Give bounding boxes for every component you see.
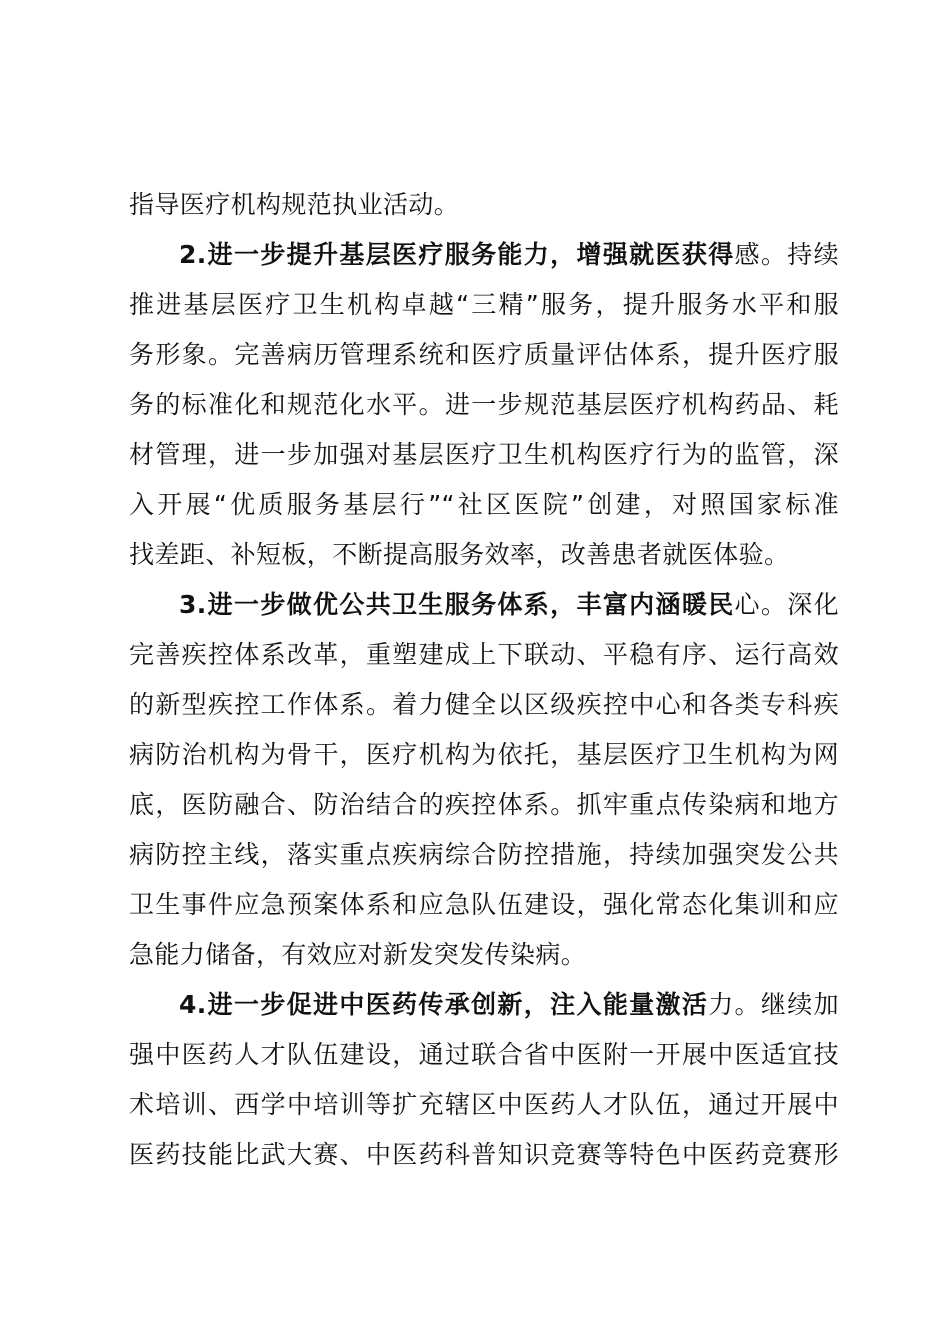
text-line: 强中医药人才队伍建设，通过联合省中医附一开展中医适宜技: [129, 1040, 839, 1069]
item-heading: 2.进一步提升基层医疗服务能力，增强就医获得: [179, 240, 735, 269]
item-heading-rest: 感。持续: [734, 240, 839, 269]
text-line: 卫生事件应急预案体系和应急队伍建设，强化常态化集训和应: [129, 890, 839, 919]
text-line: 病防治机构为骨干，医疗机构为依托，基层医疗卫生机构为网: [129, 740, 839, 769]
item-heading-rest: 心。深化: [734, 590, 839, 619]
heading-line-item-3: [179, 580, 839, 630]
text-line: 医药技能比武大赛、中医药科普知识竞赛等特色中医药竞赛形: [129, 1140, 839, 1169]
text-line: 推进基层医疗卫生机构卓越“三精”服务，提升服务水平和服: [129, 290, 839, 319]
text-line: 的新型疾控工作体系。着力健全以区级疾控中心和各类专科疾: [129, 690, 839, 719]
text-line: 底，医防融合、防治结合的疾控体系。抓牢重点传染病和地方: [129, 790, 839, 819]
text-line: 材管理，进一步加强对基层医疗卫生机构医疗行为的监管，深: [129, 440, 839, 469]
item-heading: 4.进一步促进中医药传承创新，注入能量激活: [179, 990, 709, 1019]
text-line: 病防控主线，落实重点疾病综合防控措施，持续加强突发公共: [129, 840, 839, 869]
text-line: 务的标准化和规范化水平。进一步规范基层医疗机构药品、耗: [129, 390, 839, 419]
text-line: 术培训、西学中培训等扩充辖区中医药人才队伍，通过开展中: [129, 1090, 839, 1119]
item-heading: 3.进一步做优公共卫生服务体系，丰富内涵暖民: [179, 590, 735, 619]
item-heading-rest: 力。继续加: [708, 990, 839, 1019]
text-line: 指导医疗机构规范执业活动。: [129, 190, 460, 219]
text-line: 急能力储备，有效应对新发突发传染病。: [129, 940, 587, 969]
text-line: 务形象。完善病历管理系统和医疗质量评估体系，提升医疗服: [129, 340, 839, 369]
heading-line-item-2: [179, 230, 839, 280]
text-line: 完善疾控体系改革，重塑建成上下联动、平稳有序、运行高效: [129, 640, 839, 669]
text-line: 找差距、补短板，不断提高服务效率，改善患者就医体验。: [129, 540, 790, 569]
heading-line-item-4: [179, 980, 839, 1030]
text-line: 入开展“优质服务基层行”“社区医院”创建，对照国家标准: [129, 490, 839, 519]
